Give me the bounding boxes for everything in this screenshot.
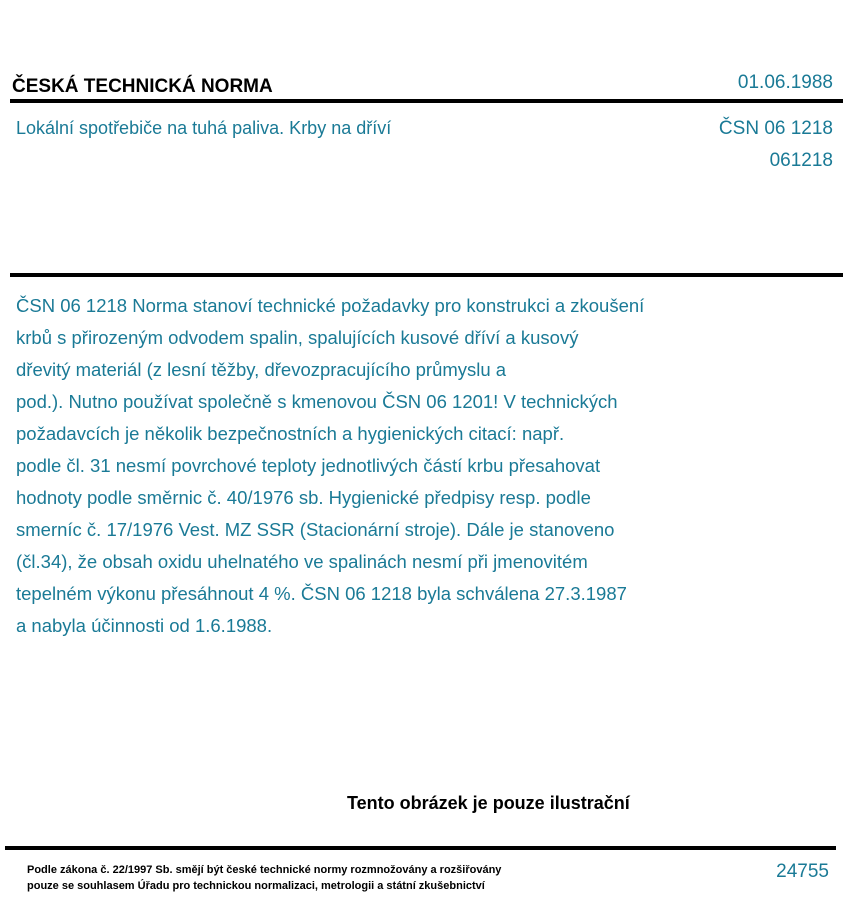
abstract-line: hodnoty podle směrnic č. 40/1976 sb. Hygienické předpisy resp. podle [16, 487, 591, 508]
legal-notice-line: pouze se souhlasem Úřadu pro technickou normalizaci, metrologii a státní zkušebnictví [27, 880, 485, 892]
publication-date: 01.06.1988 [737, 72, 833, 93]
abstract-line: požadavcích je několik bezpečnostních a hygienických citací: např. [16, 423, 565, 444]
standard-number: ČSN 06 1218 [718, 118, 833, 139]
legal-notice [27, 862, 501, 894]
document-title: Lokální spotřebiče na tuhá paliva. Krby na dříví [16, 118, 392, 138]
illustration-notice: Tento obrázek je pouze ilustrační [347, 793, 630, 813]
page-title: ČESKÁ TECHNICKÁ NORMA [12, 76, 273, 97]
abstract-line: podle čl. 31 nesmí povrchové teploty jednotlivých částí krbu přesahovat [16, 455, 601, 476]
catalog-number: 24755 [776, 861, 829, 882]
abstract-line: tepelném výkonu přesáhnout 4 %. ČSN 06 1218 byla schválena 27.3.1987 [16, 583, 627, 604]
abstract-line: dřevitý materiál (z lesní těžby, dřevozpracujícího průmyslu a [16, 359, 507, 380]
abstract-line: a nabyla účinnosti od 1.6.1988. [16, 615, 273, 636]
classification-code: 061218 [769, 150, 833, 171]
abstract-line: pod.). Nutno používat společně s kmenovou ČSN 06 1201! V technických [16, 391, 618, 412]
abstract-line: smerníc č. 17/1976 Vest. MZ SSR (Stacionární stroje). Dále je stanoveno [16, 519, 615, 540]
abstract-line: krbů s přirozeným odvodem spalin, spalujících kusové dříví a kusový [16, 327, 579, 348]
footer-divider [5, 846, 836, 850]
abstract-line: ČSN 06 1218 Norma stanoví technické požadavky pro konstrukci a zkoušení [16, 295, 645, 316]
abstract-text [16, 290, 761, 642]
abstract-line: (čl.34), že obsah oxidu uhelnatého ve spalinách nesmí při jmenovitém [16, 551, 588, 572]
section-divider [10, 273, 843, 277]
legal-notice-line: Podle zákona č. 22/1997 Sb. smějí být české technické normy rozmnožovány a rozšiřovány [27, 864, 502, 876]
header-divider [10, 99, 843, 103]
